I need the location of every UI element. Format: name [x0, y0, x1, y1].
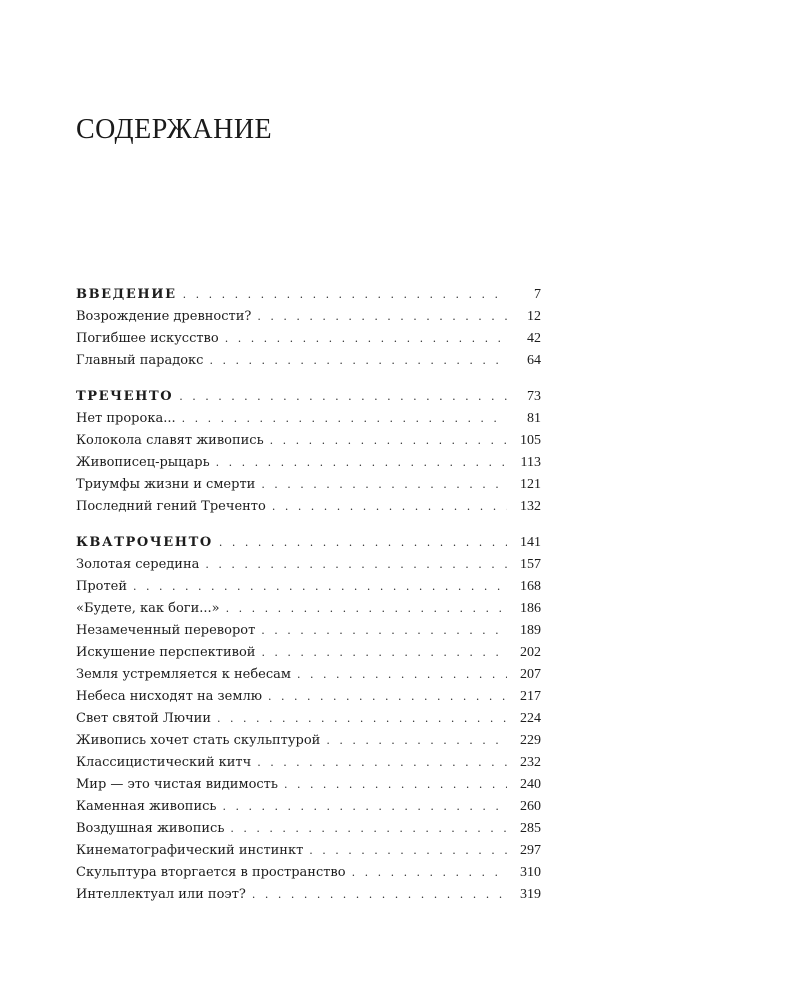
toc-page-number: 132	[520, 499, 541, 514]
dot-leader	[261, 642, 507, 664]
dot-leader	[225, 328, 507, 350]
dot-leader	[219, 532, 507, 554]
toc-page-number: 285	[520, 821, 541, 836]
toc-entry-title: Каменная живопись	[76, 799, 217, 814]
dot-leader	[230, 818, 507, 840]
toc-entry[interactable]	[76, 796, 541, 818]
toc-entry[interactable]	[76, 774, 541, 796]
dot-leader	[217, 708, 507, 730]
toc-entry-title: Протей	[76, 579, 128, 594]
dot-leader	[284, 774, 507, 796]
toc-page-number: 12	[527, 309, 541, 324]
toc-entry-title: Скульптура вторгается в пространство	[76, 865, 346, 880]
toc-entry[interactable]	[76, 306, 541, 328]
toc-entry[interactable]	[76, 474, 541, 496]
dot-leader	[272, 496, 507, 518]
toc-heading-title: ТРЕЧЕНТО	[76, 389, 174, 404]
toc-page-number: 186	[520, 601, 541, 616]
toc-heading-title: КВАТРОЧЕНТО	[76, 535, 213, 550]
dot-leader	[179, 386, 507, 408]
dot-leader	[252, 884, 507, 906]
toc-page-number: 64	[527, 353, 541, 368]
toc-heading[interactable]	[76, 284, 541, 306]
toc-entry[interactable]	[76, 554, 541, 576]
toc-entry-title: Главный парадокс	[76, 353, 204, 368]
dot-leader	[223, 796, 508, 818]
toc-entry[interactable]	[76, 752, 541, 774]
toc-page-number: 224	[520, 711, 541, 726]
toc-entry-title: Незамеченный переворот	[76, 623, 256, 638]
toc-page-number: 189	[520, 623, 541, 638]
toc-page-number: 260	[520, 799, 541, 814]
dot-leader	[326, 730, 507, 752]
toc-entry[interactable]	[76, 708, 541, 730]
toc-entry-title: Искушение перспективой	[76, 645, 256, 660]
toc-entry-title: Земля устремляется к небесам	[76, 667, 291, 682]
toc-entry-title: «Будете, как боги...»	[76, 601, 220, 616]
toc-entry-title: Интеллектуал или поэт?	[76, 887, 246, 902]
dot-leader	[270, 430, 507, 452]
dot-leader	[261, 474, 507, 496]
toc-entry[interactable]	[76, 730, 541, 752]
toc-page-number: 73	[527, 389, 541, 404]
toc-heading[interactable]	[76, 532, 541, 554]
toc-entry-title: Воздушная живопись	[76, 821, 225, 836]
toc-page-number: 310	[520, 865, 541, 880]
table-of-contents	[76, 284, 541, 920]
toc-page-number: 121	[520, 477, 541, 492]
toc-entry-title: Мир — это чистая видимость	[76, 777, 278, 792]
toc-section-trecento	[76, 386, 541, 518]
toc-page-number: 229	[520, 733, 541, 748]
toc-entry-title: Погибшее искусство	[76, 331, 219, 346]
toc-entry[interactable]	[76, 620, 541, 642]
dot-leader	[209, 350, 507, 372]
dot-leader	[257, 752, 507, 774]
toc-entry[interactable]	[76, 664, 541, 686]
toc-entry-title: Последний гений Треченто	[76, 499, 266, 514]
toc-page-number: 207	[520, 667, 541, 682]
toc-entry-title: Нет пророка...	[76, 411, 176, 426]
toc-page-number: 168	[520, 579, 541, 594]
toc-entry[interactable]	[76, 496, 541, 518]
toc-entry-title: Живописец-рыцарь	[76, 455, 210, 470]
toc-entry-title: Золотая середина	[76, 557, 200, 572]
toc-entry[interactable]	[76, 598, 541, 620]
dot-leader	[257, 306, 507, 328]
dot-leader	[183, 284, 507, 306]
dot-leader	[205, 554, 507, 576]
dot-leader	[216, 452, 507, 474]
toc-page-number: 319	[520, 887, 541, 902]
toc-page-number: 157	[520, 557, 541, 572]
toc-page-number: 141	[520, 535, 541, 550]
toc-page-number: 202	[520, 645, 541, 660]
toc-entry-title: Колокола славят живопись	[76, 433, 264, 448]
toc-entry[interactable]	[76, 576, 541, 598]
toc-page-number: 240	[520, 777, 541, 792]
toc-entry[interactable]	[76, 686, 541, 708]
toc-page-number: 42	[527, 331, 541, 346]
toc-heading-title: ВВЕДЕНИЕ	[76, 287, 177, 302]
toc-entry-title: Классицистический китч	[76, 755, 252, 770]
dot-leader	[133, 576, 507, 598]
toc-heading[interactable]	[76, 386, 541, 408]
toc-page-number: 217	[520, 689, 541, 704]
dot-leader	[226, 598, 507, 620]
toc-entry[interactable]	[76, 452, 541, 474]
toc-page-number: 7	[534, 287, 541, 302]
toc-entry-title: Небеса нисходят на землю	[76, 689, 263, 704]
toc-page-number: 113	[520, 455, 541, 470]
toc-page-number: 232	[520, 755, 541, 770]
toc-entry[interactable]	[76, 408, 541, 430]
toc-section-introduction	[76, 284, 541, 372]
toc-entry-title: Триумфы жизни и смерти	[76, 477, 256, 492]
toc-entry-title: Возрождение древности?	[76, 309, 252, 324]
toc-page-number: 297	[520, 843, 541, 858]
dot-leader	[268, 686, 507, 708]
toc-entry[interactable]	[76, 328, 541, 350]
dot-leader	[352, 862, 507, 884]
dot-leader	[309, 840, 507, 862]
toc-entry[interactable]	[76, 840, 541, 862]
toc-entry-title: Живопись хочет стать скульптурой	[76, 733, 321, 748]
dot-leader	[297, 664, 507, 686]
toc-entry[interactable]	[76, 430, 541, 452]
toc-section-quattrocento	[76, 532, 541, 906]
toc-entry[interactable]	[76, 818, 541, 840]
toc-entry-title: Свет святой Лючии	[76, 711, 211, 726]
toc-page-number: 81	[527, 411, 541, 426]
toc-entry[interactable]	[76, 884, 541, 906]
dot-leader	[182, 408, 507, 430]
toc-page-number: 105	[520, 433, 541, 448]
toc-entry[interactable]	[76, 862, 541, 884]
dot-leader	[261, 620, 507, 642]
toc-entry-title: Кинематографический инстинкт	[76, 843, 304, 858]
page-title: СОДЕРЖАНИЕ	[76, 114, 273, 145]
toc-entry[interactable]	[76, 642, 541, 664]
toc-entry[interactable]	[76, 350, 541, 372]
